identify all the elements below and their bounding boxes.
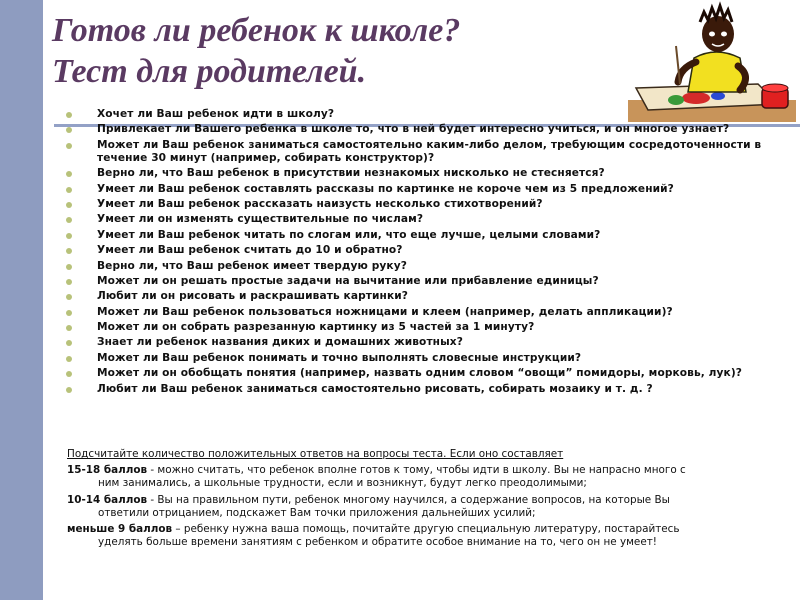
bullet-icon	[66, 187, 72, 193]
question-text: Верно ли, что Ваш ребенок имеет твердую руку?	[97, 259, 407, 272]
score-text-line-1: - Вы на правильном пути, ребенок многому научился, а содержание вопросов, на которые Вы	[147, 493, 670, 506]
bullet-icon	[66, 171, 72, 177]
question-item	[66, 336, 766, 349]
bullet-icon	[66, 217, 72, 223]
question-item	[66, 244, 766, 257]
question-text: Умеет ли Ваш ребенок рассказать наизусть несколько стихотворений?	[97, 197, 543, 210]
paint-red	[682, 92, 710, 104]
question-item	[66, 183, 766, 196]
bullet-icon	[66, 325, 72, 331]
score-range: 15-18 баллов	[67, 464, 148, 477]
question-text: Может ли Ваш ребенок заниматься самостоятельно каким-либо делом, требующим сосредоточенности в течение 30 минут (например, собирать конструктор)?	[97, 138, 762, 164]
question-text: Может ли он собрать разрезанную картинку из 5 частей за 1 минуту?	[97, 321, 535, 334]
child-shirt	[688, 52, 746, 92]
title-line-2: Тест для родителей.	[52, 53, 367, 90]
score-text-line-2: уделять больше времени занятиям с ребенком и обратите особое внимание на то, чего он не умеет!	[98, 536, 657, 549]
question-item	[66, 321, 766, 334]
score-text-line-2: ответили отрицанием, подскажет Вам точки приложения дальнейших усилий;	[98, 506, 536, 519]
question-text: Умеет ли Ваш ребенок считать до 10 и обратно?	[97, 244, 403, 257]
score-interpretation	[67, 494, 767, 520]
question-item	[66, 198, 766, 211]
bullet-icon	[66, 294, 72, 300]
score-interpretation	[67, 523, 767, 549]
bullet-icon	[66, 279, 72, 285]
bullet-icon	[66, 371, 72, 377]
score-text-line-2: ним занимались, а школьные трудности, если и возникнут, будут легко преодолимыми;	[98, 477, 587, 490]
question-text: Может ли он решать простые задачи на вычитание или прибавление единицы?	[97, 274, 599, 287]
paint-blue	[711, 92, 725, 100]
question-text: Верно ли, что Ваш ребенок в присутствии незнакомых нисколько не стесняется?	[97, 167, 605, 180]
bullet-icon	[66, 233, 72, 239]
paint-green	[668, 95, 684, 105]
question-item	[66, 139, 766, 165]
question-item	[66, 229, 766, 242]
bullet-icon	[66, 248, 72, 254]
score-range: 10-14 баллов	[67, 493, 148, 506]
question-item	[66, 213, 766, 226]
question-text: Умеет ли Ваш ребенок читать по слогам или, что еще лучше, целыми словами?	[97, 228, 601, 241]
question-text: Знает ли ребенок названия диких и домашних животных?	[97, 336, 463, 349]
question-list	[66, 108, 766, 398]
question-text: Привлекает ли Вашего ребенка в школе то, что в ней будет интересно учиться, и он многое узнает?	[97, 123, 730, 136]
question-text: Любит ли он рисовать и раскрашивать картинки?	[97, 290, 409, 303]
results-summary	[67, 448, 767, 552]
question-item	[66, 123, 766, 136]
score-text-line-1: – ребенку нужна ваша помощь, почитайте другую специальную литературу, постарайтесь	[172, 523, 680, 536]
question-text: Может ли Ваш ребенок понимать и точно выполнять словесные инструкции?	[97, 351, 582, 364]
bullet-icon	[66, 310, 72, 316]
score-interpretation	[67, 464, 767, 490]
question-item	[66, 352, 766, 365]
question-item	[66, 260, 766, 273]
bullet-icon	[66, 356, 72, 362]
question-text: Может ли Ваш ребенок пользоваться ножницами и клеем (например, делать аппликации)?	[97, 305, 673, 318]
question-item	[66, 275, 766, 288]
left-accent-bar	[0, 0, 43, 600]
score-range: меньше 9 баллов	[67, 523, 173, 536]
question-item	[66, 108, 766, 121]
bullet-icon	[66, 340, 72, 346]
question-item	[66, 306, 766, 319]
title-line-1: Готов ли ребенок к школе?	[52, 12, 461, 49]
question-text: Хочет ли Ваш ребенок идти в школу?	[97, 108, 335, 120]
question-text: Умеет ли Ваш ребенок составлять рассказы по картинке не короче чем из 5 предложений?	[97, 182, 674, 195]
child-painting-illustration	[628, 0, 796, 122]
bullet-icon	[66, 202, 72, 208]
bullet-icon	[66, 127, 72, 133]
bullet-icon	[66, 264, 72, 270]
bullet-icon	[66, 112, 72, 118]
question-item	[66, 367, 766, 380]
question-item	[66, 167, 766, 180]
question-text: Умеет ли он изменять существительные по числам?	[97, 213, 424, 226]
question-text: Может ли он обобщать понятия (например, назвать одним словом “овощи” помидоры, морковь, лук)?	[97, 367, 743, 380]
bullet-icon	[66, 387, 72, 393]
summary-intro: Подсчитайте количество положительных ответов на вопросы теста. Если оно составляет	[67, 448, 564, 460]
slide-title	[52, 10, 612, 92]
bullet-icon	[66, 143, 72, 149]
question-item	[66, 290, 766, 303]
score-text-line-1: - можно считать, что ребенок вполне готов к тому, чтобы идти в школу. Вы не напрасно много с	[147, 464, 686, 477]
question-text: Любит ли Ваш ребенок заниматься самостоятельно рисовать, собирать мозаику и т. д. ?	[97, 382, 653, 395]
question-item	[66, 383, 766, 396]
